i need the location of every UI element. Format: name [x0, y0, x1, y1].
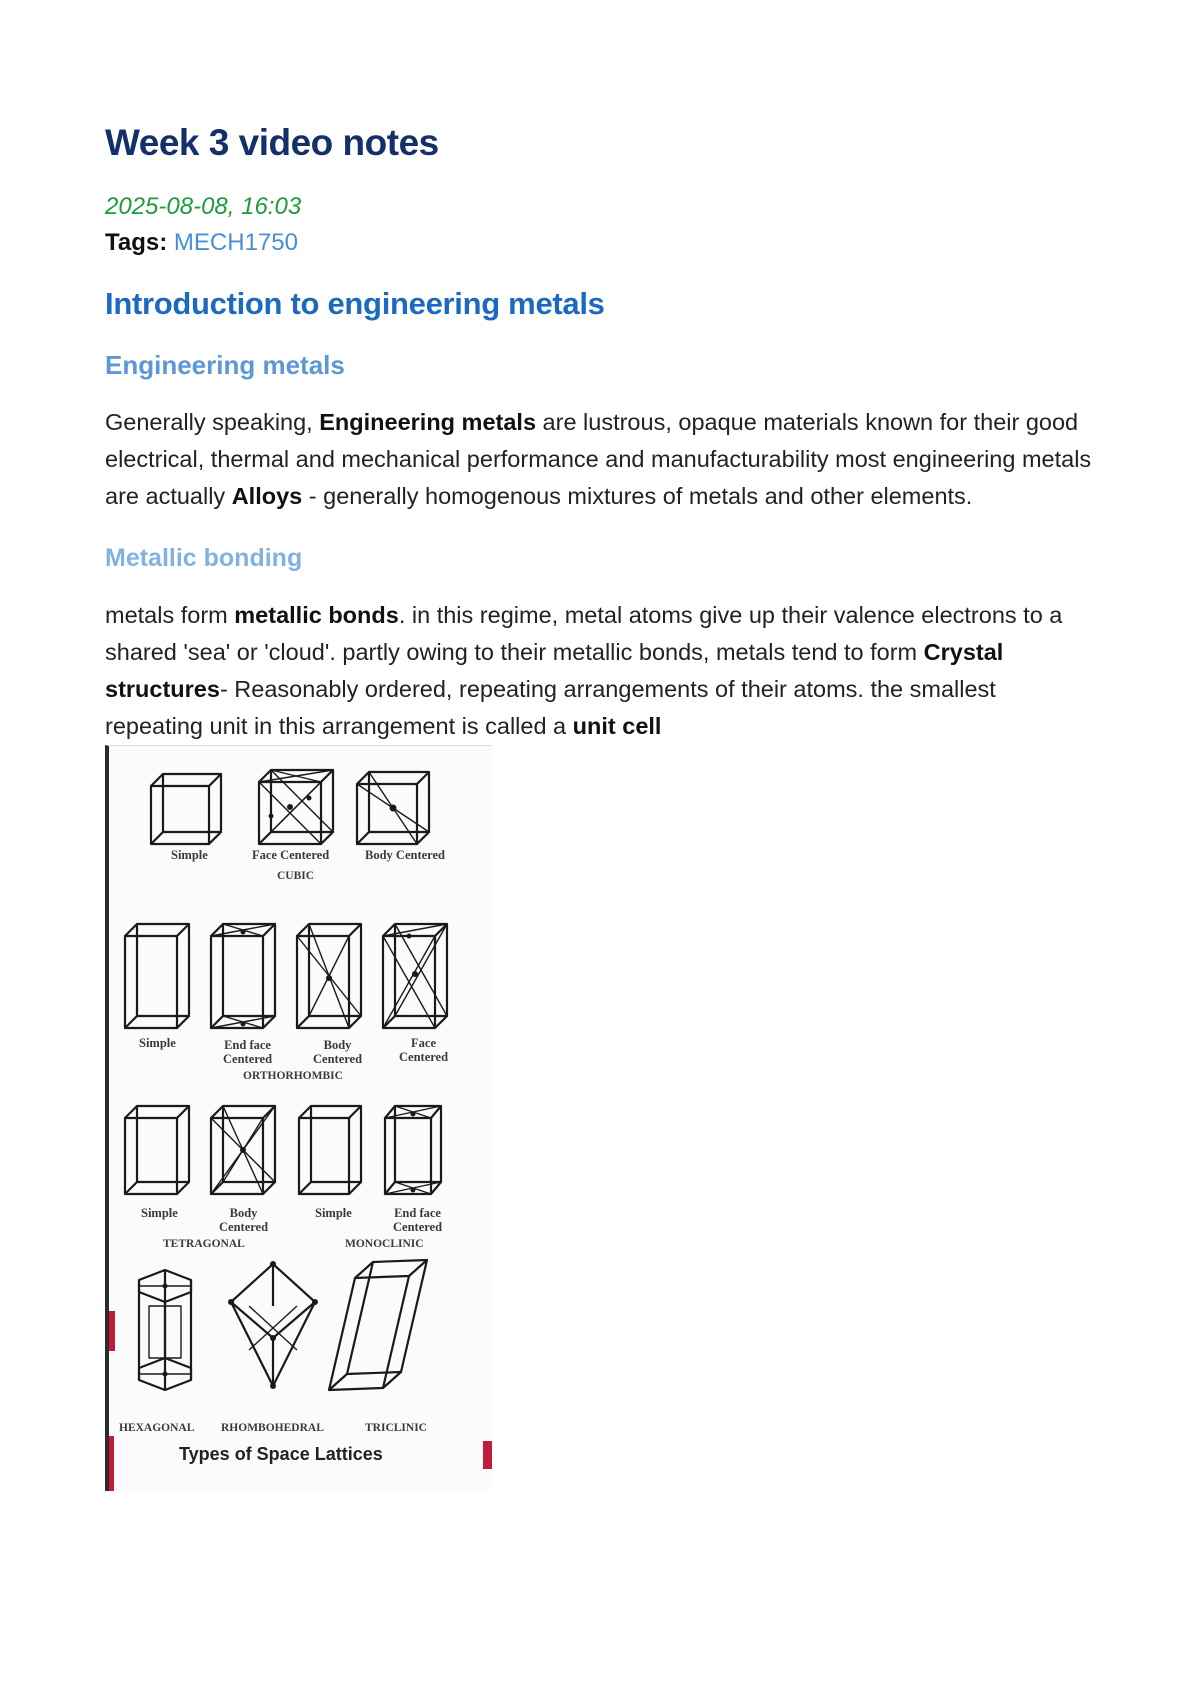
- label-ortho-face: [399, 1036, 448, 1064]
- label-line: Centered: [313, 1052, 363, 1066]
- label-cubic: CUBIC: [277, 870, 315, 882]
- label-line: Centered: [399, 1050, 449, 1064]
- label-ortho-body: [313, 1038, 362, 1066]
- label-ortho-end: [223, 1038, 272, 1066]
- subheading-metallic-bonding: Metallic bonding: [105, 544, 303, 572]
- bold-term: Crystal structures: [105, 639, 1004, 702]
- label-tet-simple: Simple: [141, 1206, 178, 1220]
- label-tet-body: [219, 1206, 268, 1234]
- bold-term: metallic bonds: [234, 602, 399, 628]
- bold-term: Engineering metals: [319, 409, 537, 435]
- label-line: Centered: [219, 1220, 269, 1234]
- figure-caption: Types of Space Lattices: [179, 1444, 383, 1464]
- label-orthorhombic: ORTHORHOMBIC: [243, 1070, 343, 1082]
- label-hexagonal: HEXAGONAL: [119, 1422, 195, 1434]
- bold-term: Alloys: [231, 483, 303, 509]
- paragraph-engineering-metals: [105, 404, 1095, 515]
- tags-line: [105, 228, 1095, 258]
- text-run: are lustrous, opaque materials known for their good electrical, thermal and mechanical performance and manufacturability most engineering metals are actually: [105, 409, 1092, 509]
- text-run: - generally homogenous mixtures of metals and other elements.: [302, 483, 973, 509]
- label-line: End face: [394, 1206, 441, 1220]
- note-date: 2025-08-08, 16:03: [105, 193, 302, 220]
- space-lattices-figure: [105, 745, 492, 1491]
- text-run: Generally speaking,: [105, 409, 320, 435]
- label-line: Centered: [223, 1052, 273, 1066]
- page-title: Week 3 video notes: [105, 122, 439, 163]
- label-line: End face: [224, 1038, 271, 1052]
- paragraph-metallic-bonding: [105, 597, 1095, 745]
- label-triclinic: TRICLINIC: [365, 1422, 427, 1434]
- label-ortho-simple: Simple: [139, 1036, 176, 1050]
- section-heading: Introduction to engineering metals: [105, 286, 605, 321]
- label-mono-end: [393, 1206, 442, 1234]
- label-cubic-body: Body Centered: [365, 848, 445, 862]
- text-run: metals form: [105, 602, 235, 628]
- label-rhombohedral: RHOMBOHEDRAL: [221, 1422, 324, 1434]
- note-page: [105, 120, 1095, 1491]
- text-run: . in this regime, metal atoms give up their valence electrons to a shared 'sea' or 'cloud'. partly owing to their metallic bonds, metals tend to form: [105, 602, 1063, 665]
- label-line: Body: [229, 1206, 258, 1220]
- label-line: Body: [323, 1038, 352, 1052]
- tags-label: Tags:: [105, 229, 168, 256]
- label-line: Centered: [393, 1220, 443, 1234]
- label-cubic-simple: Simple: [171, 848, 208, 862]
- tag-link[interactable]: MECH1750: [173, 229, 298, 256]
- bold-term: unit cell: [572, 713, 662, 739]
- label-tetragonal: TETRAGONAL: [163, 1238, 245, 1250]
- label-cubic-face: Face Centered: [252, 848, 330, 862]
- subheading-engineering-metals: Engineering metals: [105, 350, 345, 380]
- label-monoclinic: MONOCLINIC: [345, 1238, 424, 1250]
- text-run: - Reasonably ordered, repeating arrangements of their atoms. the smallest repeating unit in this arrangement is called a: [105, 676, 996, 739]
- label-mono-simple: Simple: [315, 1206, 352, 1220]
- label-line: Face: [411, 1036, 437, 1050]
- lattice-labels: [109, 746, 492, 1491]
